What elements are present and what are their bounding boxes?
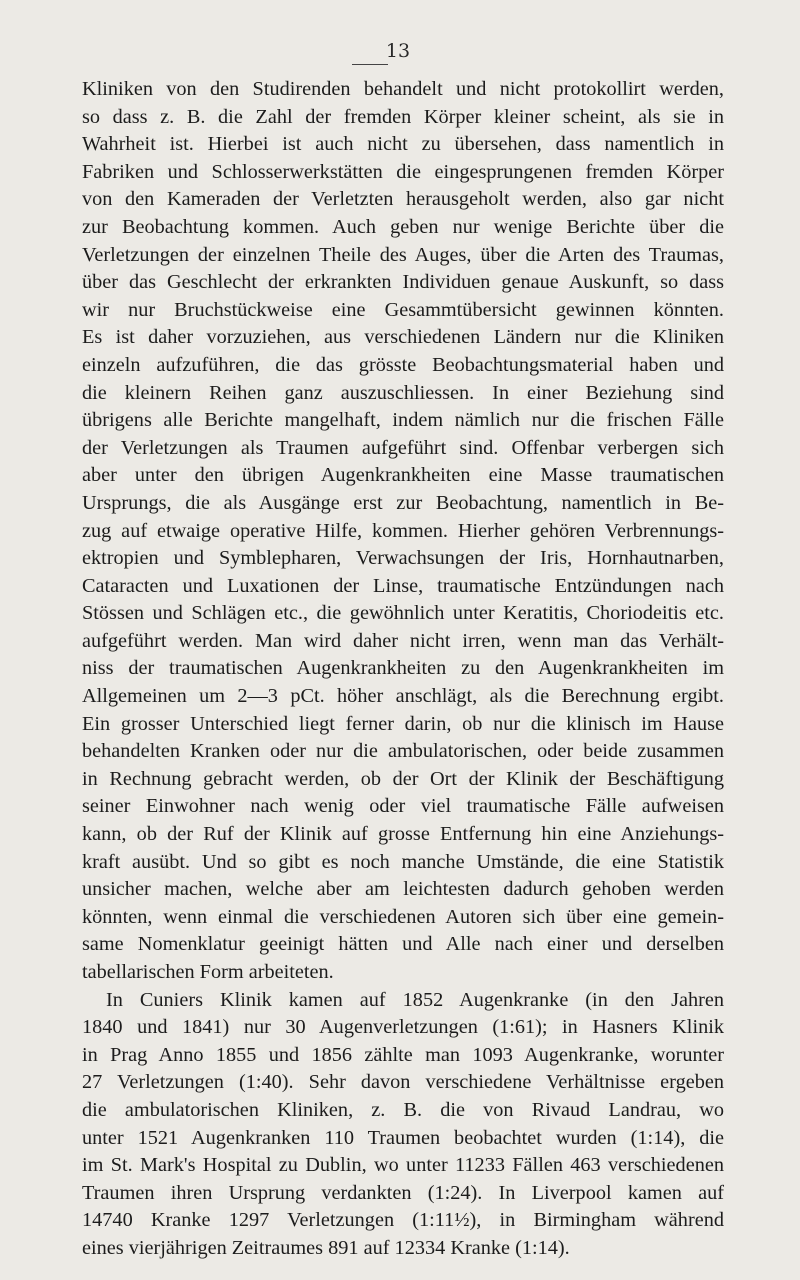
text-line: einzeln aufzuführen, die das grösste Beobachtungsmaterial haben und xyxy=(82,353,724,376)
page-number-underline xyxy=(352,64,388,65)
text-line: behandelten Kranken oder nur die ambulatorischen, oder beide zusammen xyxy=(82,740,724,763)
text-line: tabellarischen Form arbeiteten. xyxy=(82,961,334,983)
text-line: aufgeführt werden. Man wird daher nicht irren, wenn man das Verhält- xyxy=(82,629,724,652)
text-line: Es ist daher vorzuziehen, aus verschiedenen Ländern nur die Kliniken xyxy=(82,326,724,349)
body-text xyxy=(82,76,724,1263)
text-line: Kliniken von den Studirenden behandelt und nicht protokollirt werden, xyxy=(82,78,724,100)
text-line: in Prag Anno 1855 und 1856 zählte man 1093 Augenkranke, worunter xyxy=(82,1043,724,1066)
page-number: 13 xyxy=(385,40,411,62)
text-line: Fabriken und Schlosserwerkstätten die eingesprungenen fremden Körper xyxy=(82,160,724,183)
text-line: im St. Mark's Hospital zu Dublin, wo unter 11233 Fällen 463 verschiedenen xyxy=(82,1154,724,1177)
text-line: der Verletzungen als Traumen aufgeführt sind. Offenbar verbergen sich xyxy=(82,436,724,459)
paragraph-1 xyxy=(82,76,724,987)
text-line: aber unter den übrigen Augenkrankheiten eine Masse traumatischen xyxy=(82,464,724,487)
text-line: Stössen und Schlägen etc., die gewöhnlich unter Keratitis, Choriodeitis etc. xyxy=(82,602,724,625)
text-line: ektropien und Symblepharen, Verwachsungen der Iris, Hornhautnarben, xyxy=(82,547,724,570)
text-line: kann, ob der Ruf der Klinik auf grosse Entfernung hin eine Anziehungs- xyxy=(82,823,724,846)
text-line: Allgemeinen um 2—3 pCt. höher anschlägt, als die Berechnung ergibt. xyxy=(82,685,724,708)
text-line: Ein grosser Unterschied liegt ferner darin, ob nur die klinisch im Hause xyxy=(82,712,724,735)
text-line: Verletzungen der einzelnen Theile des Auges, über die Arten des Traumas, xyxy=(82,243,724,266)
text-line: die ambulatorischen Kliniken, z. B. die von Rivaud Landrau, wo xyxy=(82,1098,724,1121)
text-line: so dass z. B. die Zahl der fremden Körper kleiner scheint, als sie in xyxy=(82,105,724,128)
text-line: Ursprungs, die als Ausgänge erst zur Beobachtung, namentlich in Be- xyxy=(82,491,724,514)
text-line: Traumen ihren Ursprung verdankten (1:24). In Liverpool kamen auf xyxy=(82,1181,724,1204)
text-line: In Cuniers Klinik kamen auf 1852 Augenkranke (in den Jahren xyxy=(106,988,724,1011)
text-line: niss der traumatischen Augenkrankheiten zu den Augenkrankheiten im xyxy=(82,657,724,680)
text-line: seiner Einwohner nach wenig oder viel traumatische Fälle aufweisen xyxy=(82,795,724,818)
text-line: 14740 Kranke 1297 Verletzungen (1:11½), in Birmingham während xyxy=(82,1209,724,1232)
text-line: same Nomenklatur geeinigt hätten und Alle nach einer und derselben xyxy=(82,933,724,956)
text-line: 1840 und 1841) nur 30 Augenverletzungen (1:61); in Hasners Klinik xyxy=(82,1016,724,1039)
text-line: eines vierjährigen Zeitraumes 891 auf 12334 Kranke (1:14). xyxy=(82,1236,570,1259)
text-line: 27 Verletzungen (1:40). Sehr davon verschiedene Verhältnisse ergeben xyxy=(82,1071,724,1094)
text-line: kraft ausübt. Und so gibt es noch manche Umstände, die eine Statistik xyxy=(82,850,724,873)
text-line: zug auf etwaige operative Hilfe, kommen. Hierher gehören Verbrennungs- xyxy=(82,519,724,542)
text-line: über das Geschlecht der erkrankten Individuen genaue Auskunft, so dass xyxy=(82,271,724,294)
text-line: unsicher machen, welche aber am leichtesten dadurch gehoben werden xyxy=(82,878,724,901)
text-line: Wahrheit ist. Hierbei ist auch nicht zu übersehen, dass namentlich in xyxy=(82,133,724,156)
paragraph-2 xyxy=(82,987,724,1263)
text-line: könnten, wenn einmal die verschiedenen Autoren sich über eine gemein- xyxy=(82,905,724,928)
text-line: die kleinern Reihen ganz auszuschliessen. In einer Beziehung sind xyxy=(82,381,724,404)
text-line: in Rechnung gebracht werden, ob der Ort der Klinik der Beschäftigung xyxy=(82,767,724,790)
text-line: zur Beobachtung kommen. Auch geben nur wenige Berichte über die xyxy=(82,215,724,238)
text-line: wir nur Bruchstückweise eine Gesammtübersicht gewinnen könnten. xyxy=(82,298,724,321)
text-line: unter 1521 Augenkranken 110 Traumen beobachtet wurden (1:14), die xyxy=(82,1126,724,1149)
text-line: übrigens alle Berichte mangelhaft, indem nämlich nur die frischen Fälle xyxy=(82,409,724,432)
text-line: von den Kameraden der Verletzten herausgeholt werden, also gar nicht xyxy=(82,188,724,211)
text-line: Cataracten und Luxationen der Linse, traumatische Entzündungen nach xyxy=(82,574,724,597)
